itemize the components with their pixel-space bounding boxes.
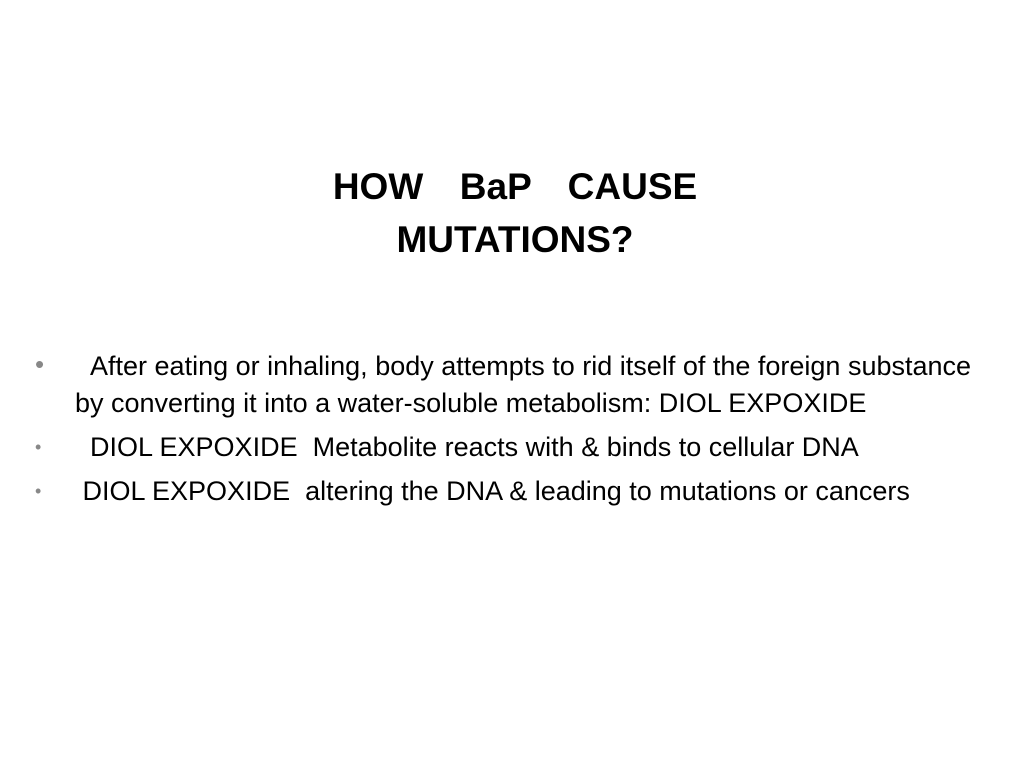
bullet-list: [35, 348, 985, 517]
title-line-1: HOW BaP CAUSE: [332, 166, 698, 207]
bullet-text: DIOL EXPOXIDE Metabolite reacts with & binds to cellular DNA: [75, 432, 859, 462]
bullet-item: [35, 473, 985, 510]
bullet-icon: •: [35, 437, 42, 457]
bullet-text: After eating or inhaling, body attempts to rid itself of the foreign substance by converting it into a water-soluble metabolism: DIOL EXPOXIDE: [75, 351, 979, 418]
bullet-item: [35, 429, 985, 466]
title-line-2: MUTATIONS?: [396, 219, 634, 260]
bullet-item: [35, 348, 985, 422]
bullet-text: DIOL EXPOXIDE altering the DNA & leading to mutations or cancers: [75, 476, 910, 506]
bullet-icon: •: [35, 349, 45, 379]
slide-title: [0, 160, 1024, 266]
bullet-icon: •: [35, 481, 42, 501]
